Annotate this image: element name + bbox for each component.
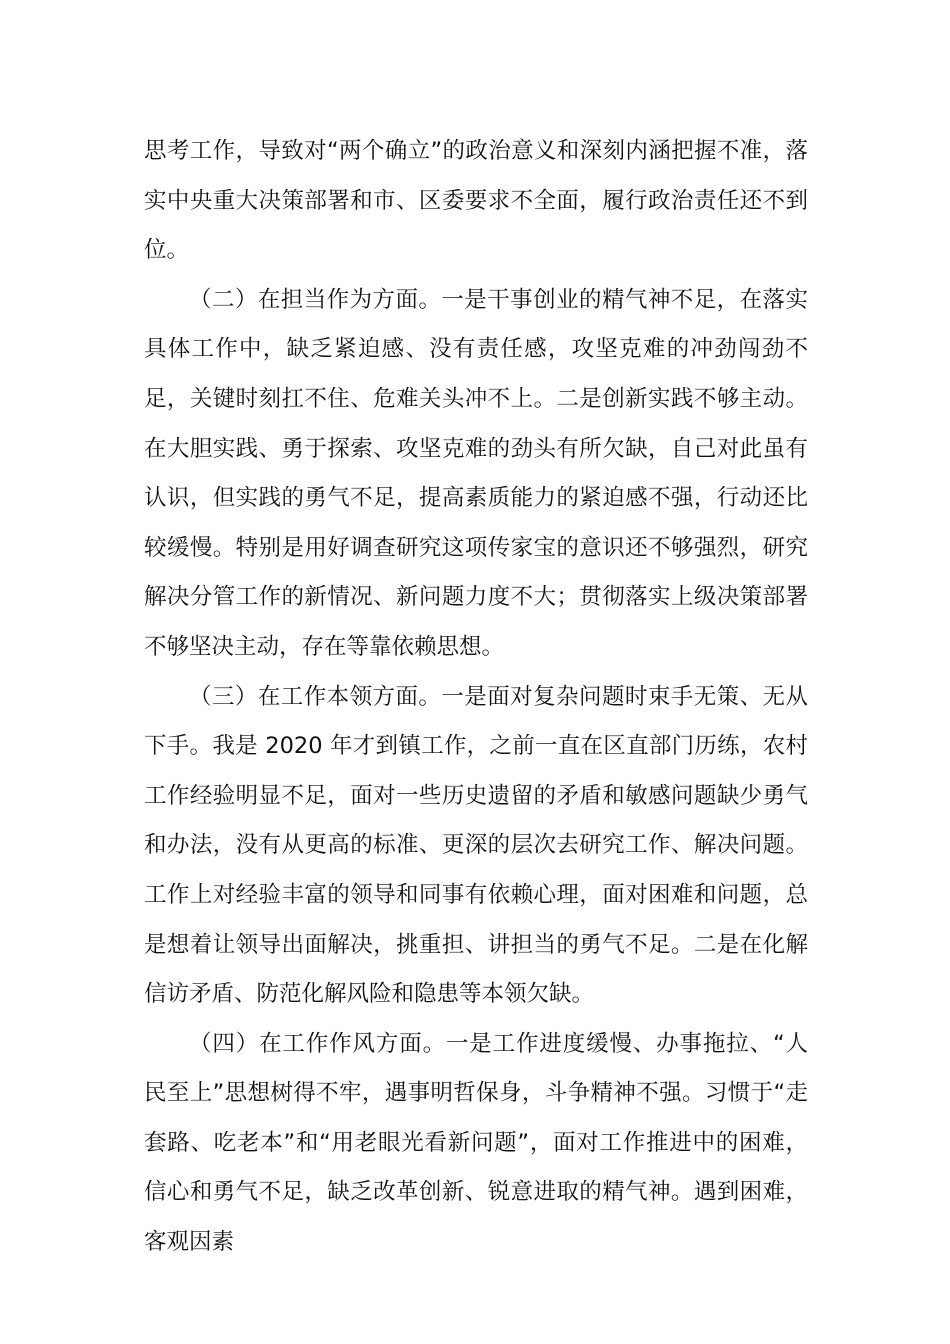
paragraph-responsibility: （二）在担当作为方面。一是干事创业的精气神不足，在落实具体工作中，缺乏紧迫感、没有责任感，攻坚克难的冲劲闯劲不足，关键时刻扛不住、危难关头冲不上。二是创新实践不够主动。在大胆实践、勇于探索、攻坚克难的劲头有所欠缺，自己对此虽有认识，但实践的勇气不足，提高素质能力的紧迫感不强，行动还比较缓慢。特别是用好调查研究这项传家宝的意识还不够强烈，研究解决分管工作的新情况、新问题力度不大；贯彻落实上级决策部署不够坚决主动，存在等靠依赖思想。 (144, 286, 808, 660)
paragraph-continued: 思考工作，导致对“两个确立”的政治意义和深刻内涵把握不准，落实中央重大决策部署和市、区委要求不全面，履行政治责任还不到位。 (144, 138, 808, 264)
paragraph-work-ability: （三）在工作本领方面。一是面对复杂问题时束手无策、无从下手。我是 2020 年才到镇工作，之前一直在区直部门历练，农村工作经验明显不足，面对一些历史遗留的矛盾和敏感问题缺少勇气和办法，没有从更高的标准、更深的层次去研究工作、解决问题。工作上对经验丰富的领导和同事有依赖心理，面对困难和问题，总是想着让领导出面解决，挑重担、讲担当的勇气不足。二是在化解信访矛盾、防范化解风险和隐患等本领欠缺。 (144, 683, 808, 1008)
paragraph-work-style: （四）在工作作风方面。一是工作进度缓慢、办事拖拉、“人民至上”思想树得不牢，遇事明哲保身，斗争精神不强。习惯于“走套路、吃老本”和“用老眼光看新问题”，面对工作推进中的困难，信心和勇气不足，缺乏改革创新、锐意进取的精气神。遇到困难，客观因素 (144, 1030, 808, 1256)
document-body (144, 127, 808, 1268)
